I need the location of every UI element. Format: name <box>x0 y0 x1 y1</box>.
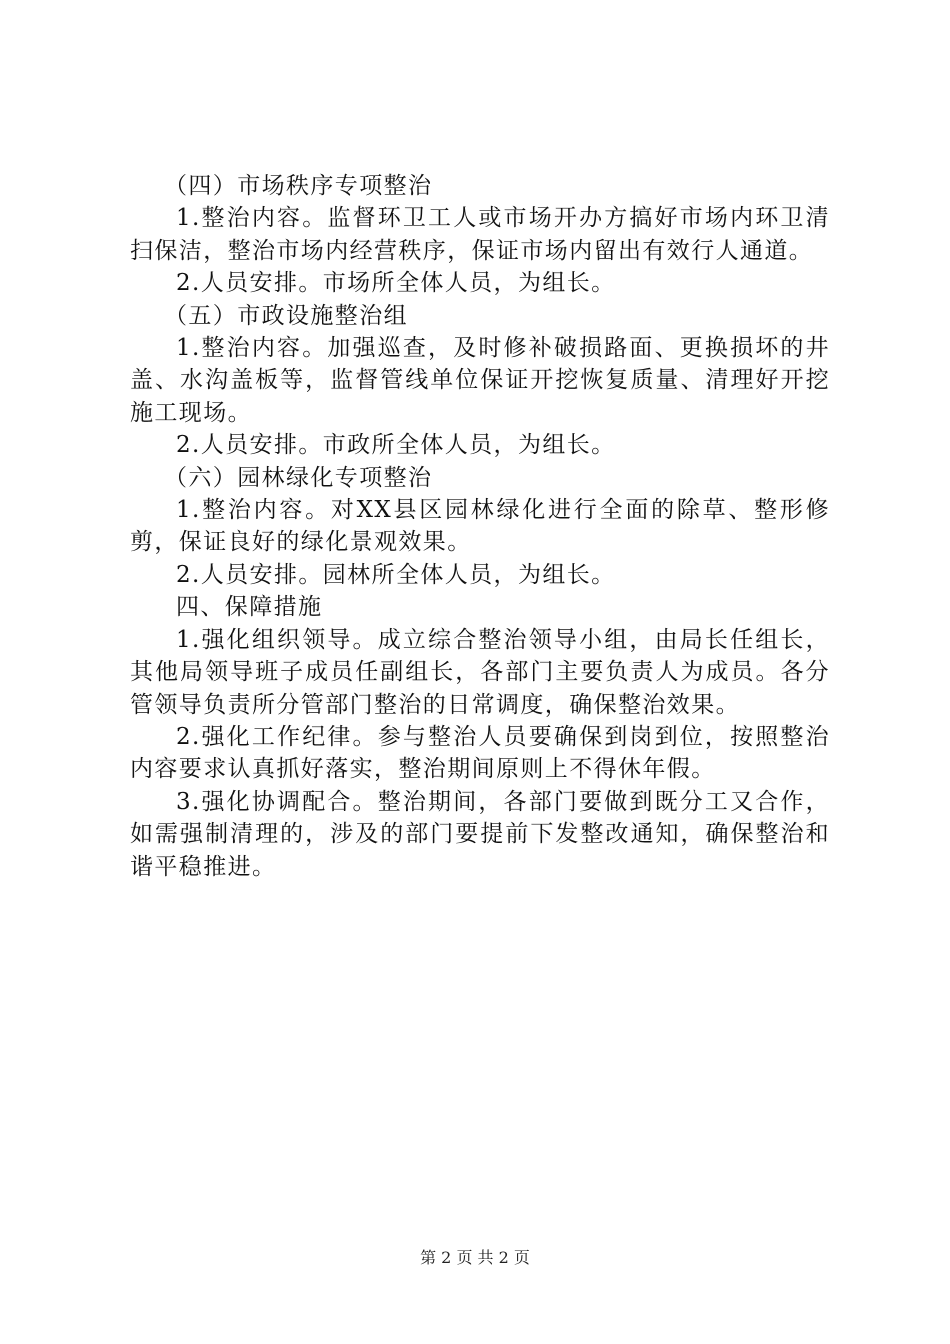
document-body <box>130 170 830 883</box>
paragraph-municipal-staff: 2.人员安排。市政所全体人员，为组长。 <box>176 432 616 459</box>
paragraph-municipal-content: 1.整治内容。加强巡查，及时修补破损路面、更换损坏的井盖、水沟盖板等，监督管线单位保证开挖恢复质量、清理好开挖施工现场。 <box>130 335 830 426</box>
paragraph-market-staff: 2.人员安排。市场所全体人员，为组长。 <box>176 270 616 297</box>
section-heading-safeguards: 四、保障措施 <box>176 594 323 621</box>
paragraph-coordination: 3.强化协调配合。整治期间，各部门要做到既分工又合作，如需强制清理的，涉及的部门要提前下发整改通知，确保整治和谐平稳推进。 <box>130 788 830 880</box>
subheading-market-order: （四）市场秩序专项整治 <box>164 173 433 199</box>
paragraph-leadership: 1.强化组织领导。成立综合整治领导小组，由局长任组长，其他局领导班子成员任副组长，各部门主要负责人为成员。各分管领导负责所分管部门整治的日常调度，确保整治效果。 <box>130 626 830 718</box>
subheading-municipal-facilities: （五）市政设施整治组 <box>164 302 408 329</box>
paragraph-discipline: 2.强化工作纪律。参与整治人员要确保到岗到位，按照整治内容要求认真抓好落实，整治期间原则上不得休年假。 <box>130 723 830 783</box>
subheading-landscaping: （六）园林绿化专项整治 <box>164 464 433 491</box>
paragraph-market-content: 1.整治内容。监督环卫工人或市场开办方搞好市场内环卫清扫保洁，整治市场内经营秩序，保证市场内留出有效行人通道。 <box>130 205 830 264</box>
paragraph-landscaping-content: 1.整治内容。对XX县区园林绿化进行全面的除草、整形修剪，保证良好的绿化景观效果。 <box>130 497 830 556</box>
paragraph-landscaping-staff: 2.人员安排。园林所全体人员，为组长。 <box>176 561 616 588</box>
page-number-footer: 第 2 页 共 2 页 <box>420 1248 530 1267</box>
